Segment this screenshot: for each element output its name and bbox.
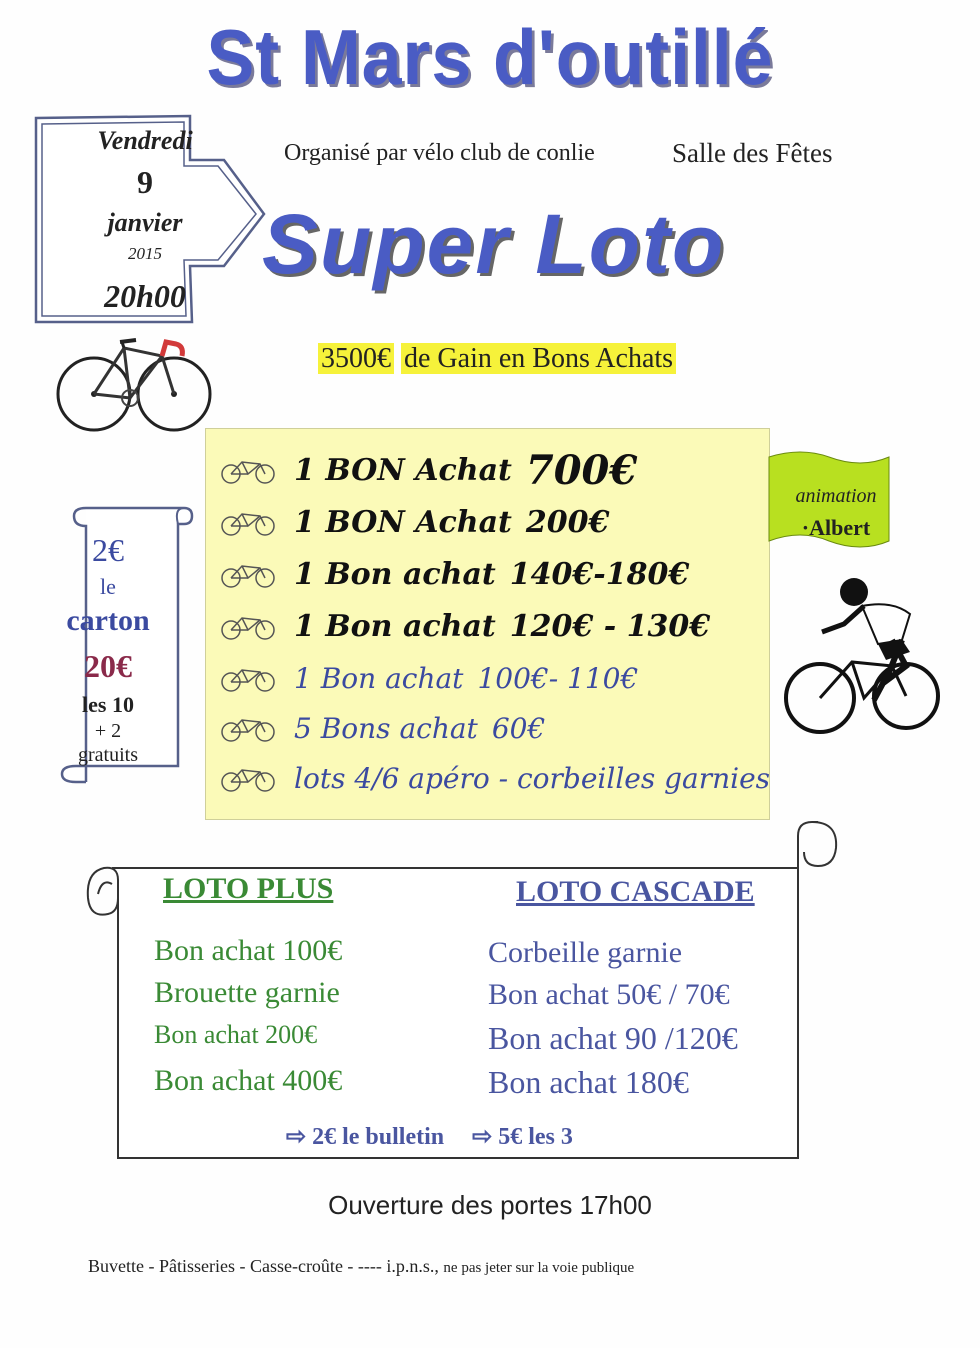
loto-plus-item: Bon achat 200€: [154, 1020, 318, 1049]
event-name: Super Loto: [262, 197, 726, 291]
prize-value: 700€: [525, 446, 638, 494]
price-plus2: + 2: [94, 720, 122, 742]
prize-row: [220, 655, 638, 701]
bicycle-icon: [220, 714, 276, 742]
footer-small: ne pas jeter sur la voie publique: [443, 1260, 635, 1276]
prize-panel: [205, 428, 770, 820]
prize-value: 200€: [525, 504, 610, 540]
prize-value: 60€: [491, 711, 546, 745]
bulletin-second: 5€ les 3: [498, 1124, 573, 1150]
animation-flag: [765, 447, 893, 559]
loto-cascade-item: Bon achat 50€ / 70€: [488, 978, 730, 1011]
loto-cascade-item: Corbeille garnie: [488, 936, 683, 969]
road-bike-illustration: [54, 328, 214, 436]
animation-label: animation: [795, 485, 877, 507]
prize-row: [220, 603, 710, 649]
loto-plus-item: Bon achat 100€: [154, 934, 343, 967]
price-le: le: [100, 574, 116, 599]
price-ten: 20€: [84, 648, 132, 684]
bicycle-icon: [220, 664, 276, 692]
prize-row: [220, 551, 689, 597]
prize-label: 5 Bons achat: [294, 711, 478, 745]
loto-plus-heading: LOTO PLUS: [163, 872, 334, 905]
price-single: 2€: [92, 532, 124, 568]
prize-label: 1 Bon achat: [294, 556, 496, 592]
arrow-right-icon: ⇨: [472, 1124, 493, 1150]
bulletin-first: 2€ le bulletin: [312, 1124, 445, 1150]
prize-row: [220, 447, 637, 493]
prize-row: [220, 499, 609, 545]
prize-label: 1 BON Achat: [294, 452, 512, 488]
bicycle-icon: [220, 612, 276, 640]
bulletin-line: [286, 1122, 573, 1151]
date-time: 20h00: [104, 278, 186, 314]
prize-label: 1 Bon achat: [294, 661, 464, 695]
prize-label: 1 Bon achat: [294, 608, 496, 644]
bicycle-icon: [220, 764, 276, 792]
loto-cascade-item: Bon achat 180€: [488, 1064, 689, 1100]
prize-row: [220, 755, 770, 801]
loto-plus-item: Brouette garnie: [154, 976, 340, 1009]
prize-value: 140€-180€: [509, 556, 690, 592]
prize-label: lots 4/6 apéro - corbeilles garnies: [294, 761, 771, 795]
price-carton: carton: [66, 604, 150, 637]
footer: [88, 1256, 634, 1277]
gain-line: [318, 339, 676, 379]
animation-name: ·Albert: [801, 515, 871, 540]
prize-value: 120€ - 130€: [509, 608, 711, 644]
bicycle-icon: [220, 456, 276, 484]
footer-text: Buvette - Pâtisseries - Casse-croûte - ---- i.p.n.s.,: [88, 1256, 439, 1276]
loto-plus-item: Bon achat 400€: [154, 1064, 343, 1097]
poster-title: St Mars d'outillé: [206, 13, 774, 101]
loto-cascade-heading: LOTO CASCADE: [516, 875, 755, 908]
date-day: 9: [137, 164, 153, 200]
prize-label: 1 BON Achat: [294, 504, 512, 540]
date-month: janvier: [107, 208, 183, 237]
date-day-name: Vendredi: [97, 126, 193, 155]
bicycle-icon: [220, 560, 276, 588]
arrow-right-icon: ⇨: [286, 1124, 307, 1150]
price-gratuits: gratuits: [78, 744, 138, 766]
prize-row: [220, 705, 545, 751]
gain-amount: 3500€: [318, 343, 394, 374]
gain-text: de Gain en Bons Achats: [401, 343, 676, 374]
loto-cascade-item: Bon achat 90 /120€: [488, 1020, 738, 1056]
date-arrow-sign: [30, 110, 266, 330]
cyclist-illustration: [782, 570, 940, 740]
bicycle-icon: [220, 508, 276, 536]
date-year: 2015: [128, 244, 162, 263]
organizer-text: Organisé par vélo club de conlie: [284, 140, 595, 166]
prize-value: 100€- 110€: [477, 661, 639, 695]
venue-text: Salle des Fêtes: [672, 138, 833, 168]
opening-time: Ouverture des portes 17h00: [328, 1190, 652, 1220]
price-les10: les 10: [82, 692, 134, 717]
